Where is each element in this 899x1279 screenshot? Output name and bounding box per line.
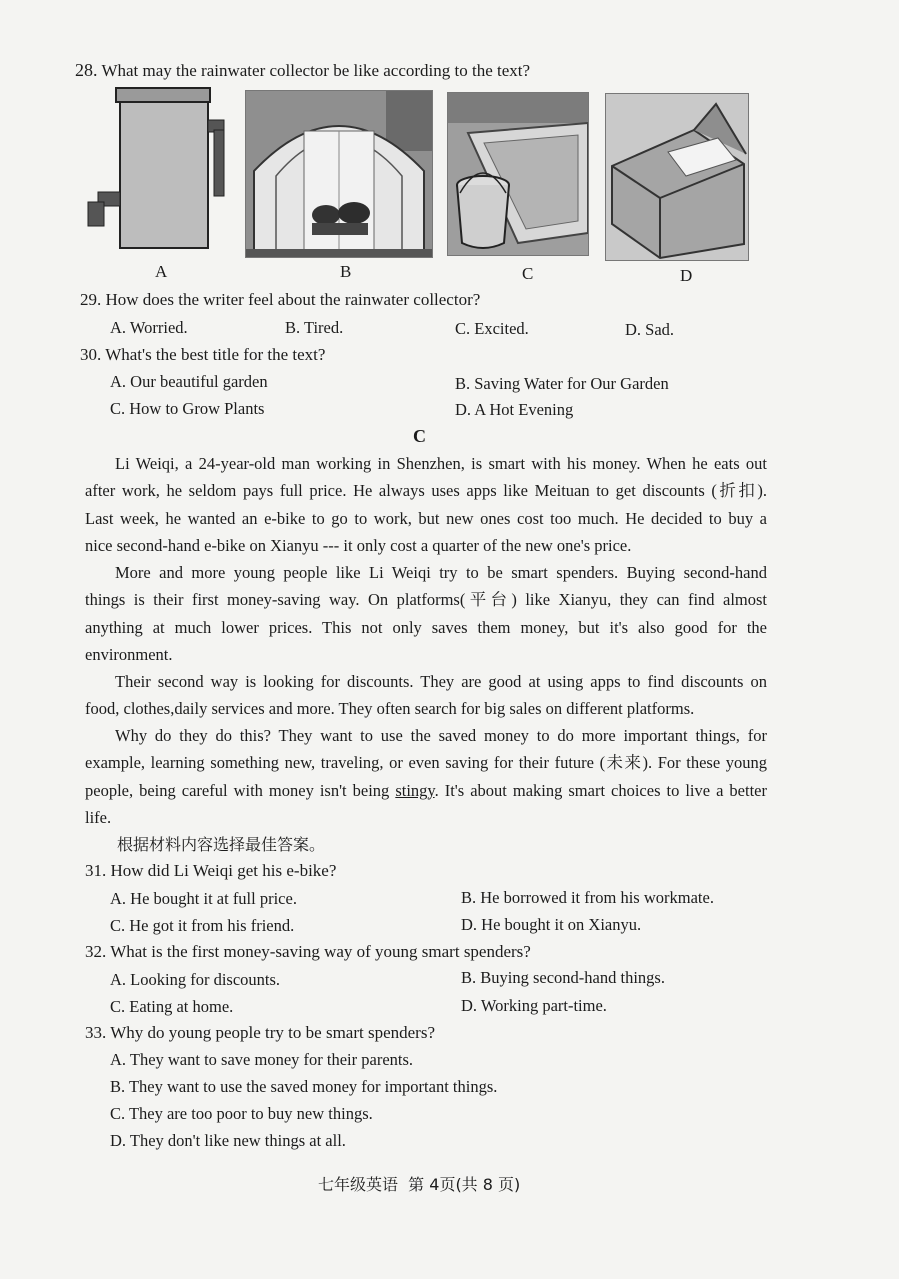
option-a-label: A [155,262,168,281]
bucket-by-pool-icon [448,93,588,255]
q28-number: 28. [75,60,98,80]
passage-line: things is their first money-saving way. On platforms(平台) like Xianyu, they can find almost [85,590,767,610]
option-c-label: C [522,264,534,283]
q33-option-a[interactable]: A. They want to save money for their parents. [110,1050,414,1069]
q32-option-b[interactable]: B. Buying second-hand things. [461,968,665,987]
passage-line: environment. [85,644,173,664]
option-b-image[interactable] [245,90,433,258]
passage-line: life. [85,807,112,827]
q32-option-a[interactable]: A. Looking for discounts. [110,970,281,989]
q30-option-d[interactable]: D. A Hot Evening [455,400,574,419]
passage-text: people, being careful with money isn't being [85,780,396,800]
q29-option-a[interactable]: A. Worried. [110,318,188,337]
q33-option-b[interactable]: B. They want to use the saved money for important things. [110,1077,498,1096]
q31-option-a[interactable]: A. He bought it at full price. [110,889,297,908]
q33-option-d[interactable]: D. They don't like new things at all. [110,1131,346,1150]
passage-line: Li Weiqi, a 24-year-old man working in Shenzhen, is smart with his money. When he eats out [115,454,767,473]
passage-line: anything at much lower prices. This not only saves them money, but it's also good for the [85,617,767,637]
q30-option-a[interactable]: A. Our beautiful garden [110,372,268,391]
q33-question: 33. Why do young people try to be smart spenders? [85,1023,436,1042]
q28-question [75,60,530,81]
option-d-image[interactable] [605,93,749,261]
passage-paragraph-1 [85,450,767,559]
q32-question: 32. What is the first money-saving way of young smart spenders? [85,942,531,961]
q32-option-c[interactable]: C. Eating at home. [110,997,234,1016]
q29-question: 29. How does the writer feel about the rainwater collector? [80,290,481,309]
passage-line: Why do they do this? They want to use the saved money to do more important things, for [115,726,767,745]
q28-text: What may the rainwater collector be like according to the text? [101,61,531,80]
page-footer: 七年级英语 第 4页(共 8 页) [318,1175,521,1194]
q31-option-b[interactable]: B. He borrowed it from his workmate. [461,888,714,907]
instruction-text: 根据材料内容选择最佳答案。 [117,835,326,854]
section-title: C [413,426,426,446]
passage-paragraph-4 [85,722,767,831]
passage-line: Last week, he wanted an e-bike to go to work, but new ones cost too much. He decided to buy a [85,508,767,528]
passage-line [85,777,767,804]
q30-question: 30. What's the best title for the text? [80,345,326,364]
box-icon [606,94,748,260]
passage-line: example, learning something new, traveling, or even saving for their future (未来). For these young [85,753,767,773]
passage-line: after work, he seldom pays full price. He always uses apps like Meituan to get discounts (折扣). [85,481,767,501]
passage-paragraph-3 [85,668,767,723]
q33-option-c[interactable]: C. They are too poor to buy new things. [110,1104,373,1123]
passage-paragraph-2 [85,559,767,668]
q31-question: 31. How did Li Weiqi get his e-bike? [85,861,337,880]
q29-option-c[interactable]: C. Excited. [455,319,529,338]
option-d-label: D [680,266,693,285]
passage-line: food, clothes,daily services and more. They often search for big sales on different platforms. [85,699,695,719]
option-a-image[interactable] [84,86,229,251]
passage-line: More and more young people like Li Weiqi try to be smart spenders. Buying second-hand [115,563,767,582]
q29-option-d[interactable]: D. Sad. [625,320,675,339]
water-barrel-icon [84,86,229,251]
q30-option-b[interactable]: B. Saving Water for Our Garden [455,374,669,393]
greenhouse-icon [246,91,432,257]
passage-line: Their second way is looking for discounts. They are good at using apps to find discounts on [115,672,767,691]
passage-line: nice second-hand e-bike on Xianyu --- it only cost a quarter of the new one's price. [85,535,632,555]
q31-option-d[interactable]: D. He bought it on Xianyu. [461,915,642,934]
underlined-word: stingy [395,780,435,800]
option-c-image[interactable] [447,92,589,256]
q30-option-c[interactable]: C. How to Grow Plants [110,399,265,418]
q31-option-c[interactable]: C. He got it from his friend. [110,916,295,935]
q29-option-b[interactable]: B. Tired. [285,318,344,337]
q32-option-d[interactable]: D. Working part-time. [461,996,607,1015]
option-b-label: B [340,262,352,281]
passage-text: . It's about making smart choices to live a better [434,780,767,800]
